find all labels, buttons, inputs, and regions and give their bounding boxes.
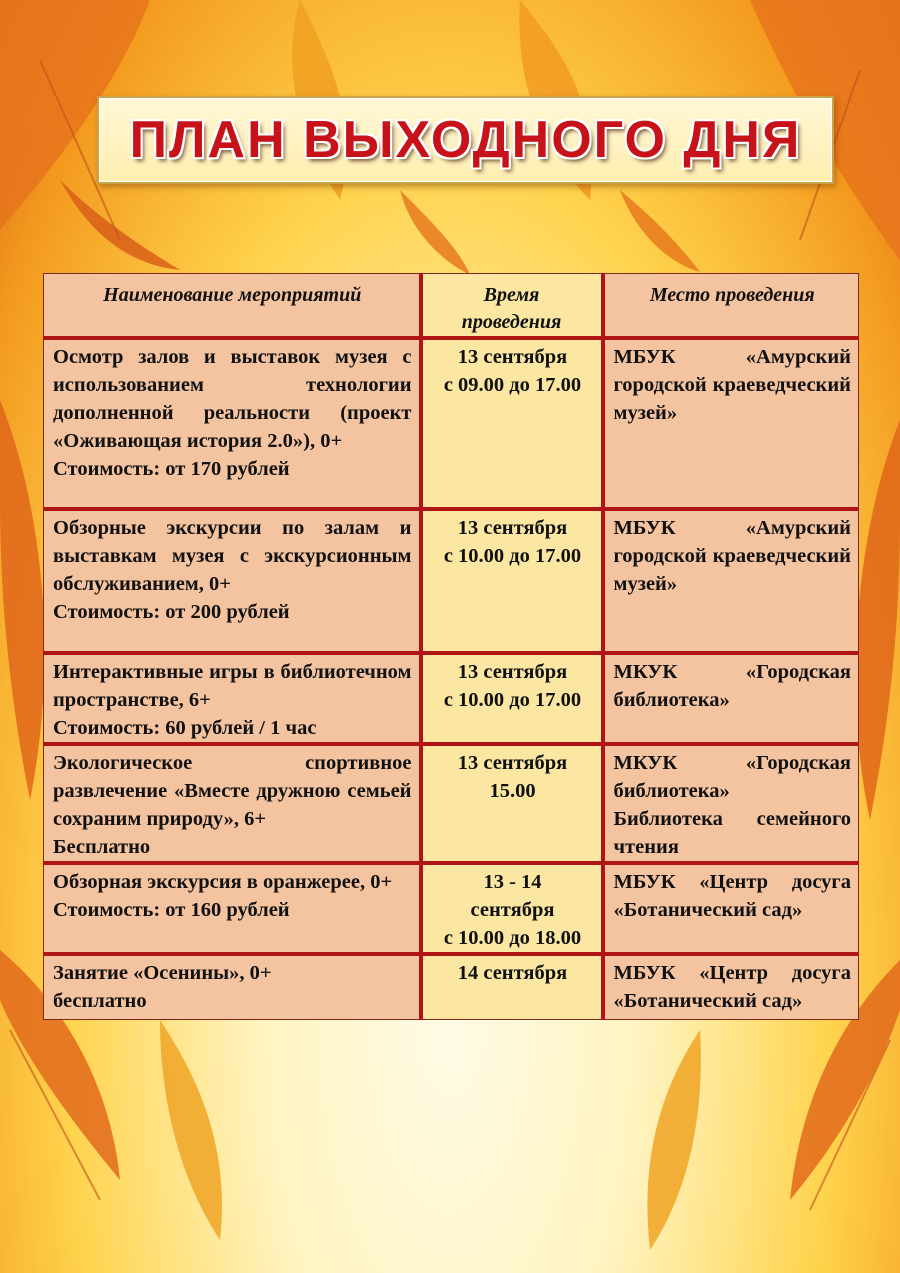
event-name: Обзорная экскурсия в оранжерее, 0+ xyxy=(53,871,393,893)
event-cost: бесплатно xyxy=(53,990,147,1012)
event-cell xyxy=(44,509,421,653)
event-name: Экологическое спортивное развлечение «Вместе дружною семьей сохраним природу», 6+ xyxy=(53,752,412,830)
place-cell xyxy=(603,744,859,863)
time-cell xyxy=(421,653,603,744)
time-cell xyxy=(421,954,603,1019)
event-date: 13 - 14 сентября xyxy=(470,871,555,921)
header-event-name: Наименование мероприятий xyxy=(44,274,421,339)
table-row xyxy=(44,863,859,954)
table-row xyxy=(44,338,859,509)
title-banner xyxy=(97,96,834,184)
place-cell xyxy=(603,509,859,653)
event-cell xyxy=(44,744,421,863)
event-date: 13 сентября xyxy=(457,661,568,683)
header-place: Место проведения xyxy=(603,274,859,339)
table-row xyxy=(44,653,859,744)
event-time: с 09.00 до 17.00 xyxy=(443,374,582,396)
event-cost: Стоимость: от 160 рублей xyxy=(53,899,290,921)
event-cell xyxy=(44,653,421,744)
event-date: 13 сентября xyxy=(457,752,568,774)
event-time: с 10.00 до 18.00 xyxy=(443,927,582,949)
event-date: 13 сентября xyxy=(457,346,568,368)
page-title: ПЛАН ВЫХОДНОГО ДНЯ xyxy=(129,111,802,169)
time-cell xyxy=(421,509,603,653)
time-cell xyxy=(421,863,603,954)
event-place: МБУК «Центр досуга «Ботанический сад» xyxy=(613,871,851,921)
event-date: 13 сентября xyxy=(457,517,568,539)
event-time: с 10.00 до 17.00 xyxy=(443,689,582,711)
event-place-extra: Библиотека семейного чтения xyxy=(613,808,851,858)
header-time: Время проведения xyxy=(421,274,603,339)
place-cell xyxy=(603,954,859,1019)
table-row xyxy=(44,954,859,1019)
event-cost: Стоимость: от 170 рублей xyxy=(53,458,290,480)
event-name: Интерактивные игры в библиотечном пространстве, 6+ xyxy=(53,661,412,711)
event-time: с 10.00 до 17.00 xyxy=(443,545,582,567)
event-name: Осмотр залов и выставок музея с использованием технологии дополненной реальности (проект «Оживающая история 2.0»), 0+ xyxy=(53,346,412,452)
event-cost: Бесплатно xyxy=(53,836,151,858)
event-cost: Стоимость: 60 рублей / 1 час xyxy=(53,717,317,739)
table-header-row xyxy=(44,274,859,339)
place-cell xyxy=(603,338,859,509)
event-cell xyxy=(44,954,421,1019)
event-name: Занятие «Осенины», 0+ xyxy=(53,962,272,984)
event-name: Обзорные экскурсии по залам и выставкам музея с экскурсионным обслуживанием, 0+ xyxy=(53,517,412,595)
event-place: МКУК «Городская библиотека» xyxy=(613,661,851,711)
event-time: 15.00 xyxy=(489,780,536,802)
event-place: МБУК «Амурский городской краеведческий музей» xyxy=(613,517,851,595)
time-cell xyxy=(421,744,603,863)
event-place: МБУК «Амурский городской краеведческий музей» xyxy=(613,346,851,424)
table-row xyxy=(44,509,859,653)
time-cell xyxy=(421,338,603,509)
event-place: МКУК «Городская библиотека» xyxy=(613,752,851,802)
place-cell xyxy=(603,653,859,744)
event-cell xyxy=(44,338,421,509)
table-row xyxy=(44,744,859,863)
events-table xyxy=(43,273,859,1020)
place-cell xyxy=(603,863,859,954)
event-cost: Стоимость: от 200 рублей xyxy=(53,601,290,623)
event-cell xyxy=(44,863,421,954)
event-place: МБУК «Центр досуга «Ботанический сад» xyxy=(613,962,851,1012)
event-date: 14 сентября xyxy=(457,962,568,984)
